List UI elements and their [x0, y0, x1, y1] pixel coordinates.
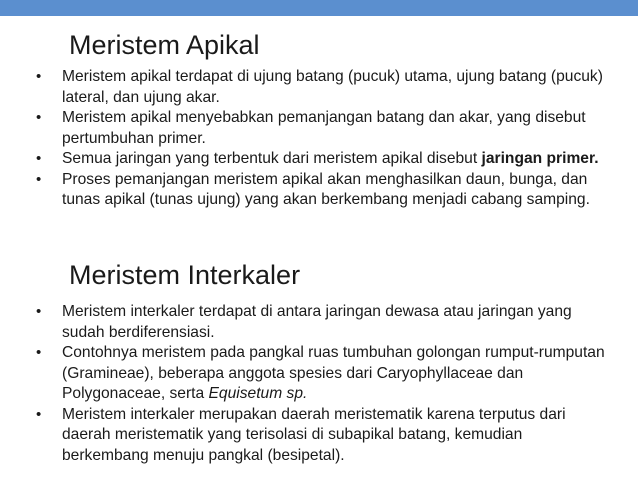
bullet-text: Meristem apikal menyebabkan pemanjangan batang dan akar, yang disebut pertumbuhan primer.: [62, 109, 586, 147]
bullet-item: [0, 170, 638, 211]
bullet-dot-icon: •: [36, 303, 42, 320]
bullet-dot-icon: •: [36, 170, 42, 188]
bullet-text: Semua jaringan yang terbentuk dari meristem apikal disebut: [62, 150, 482, 167]
bullet-list-meristem-apikal: [0, 67, 638, 211]
bullet-item: [0, 405, 638, 467]
bullet-item: [0, 67, 638, 108]
bullet-text: Proses pemanjangan meristem apikal akan menghasilkan daun, bunga, dan tunas apikal (tunas ujung) yang akan berkembang menjadi cabang samping.: [62, 170, 590, 208]
bullet-text: Meristem apikal terdapat di ujung batang (pucuk) utama, ujung batang (pucuk) lateral, dan ujung akar.: [62, 68, 603, 106]
bullet-dot-icon: •: [36, 68, 42, 85]
bullet-italic-term: Equisetum sp.: [208, 385, 308, 402]
bullet-dot-icon: •: [36, 109, 42, 126]
section-title-meristem-interkaler: Meristem Interkaler: [69, 260, 301, 290]
bullet-dot-icon: •: [36, 405, 42, 423]
bullet-item: [0, 343, 638, 405]
bullet-dot-icon: •: [36, 344, 42, 361]
bullet-text: Contohnya meristem pada pangkal ruas tumbuhan golongan rumput-rumputan (Gramineae), beberapa anggota spesies dari Caryophyllaceae dan Polygonaceae, serta: [62, 344, 605, 402]
bullet-dot-icon: •: [36, 150, 42, 167]
bullet-item: [0, 149, 638, 170]
bullet-text: Meristem interkaler terdapat di antara jaringan dewasa atau jaringan yang sudah berdiferensiasi.: [62, 303, 572, 341]
top-accent-bar: [0, 0, 638, 16]
bullet-text: Meristem interkaler merupakan daerah meristematik karena terputus dari daerah meristematik yang terisolasi di subapikal batang, kemudian berkembang menuju pangkal (besipetal).: [62, 405, 566, 464]
bullet-list-meristem-interkaler: [0, 302, 638, 466]
bullet-item: [0, 108, 638, 149]
section-title-meristem-apikal: Meristem Apikal: [69, 30, 260, 60]
bullet-bold-term: jaringan primer.: [481, 150, 599, 167]
bullet-item: [0, 302, 638, 343]
